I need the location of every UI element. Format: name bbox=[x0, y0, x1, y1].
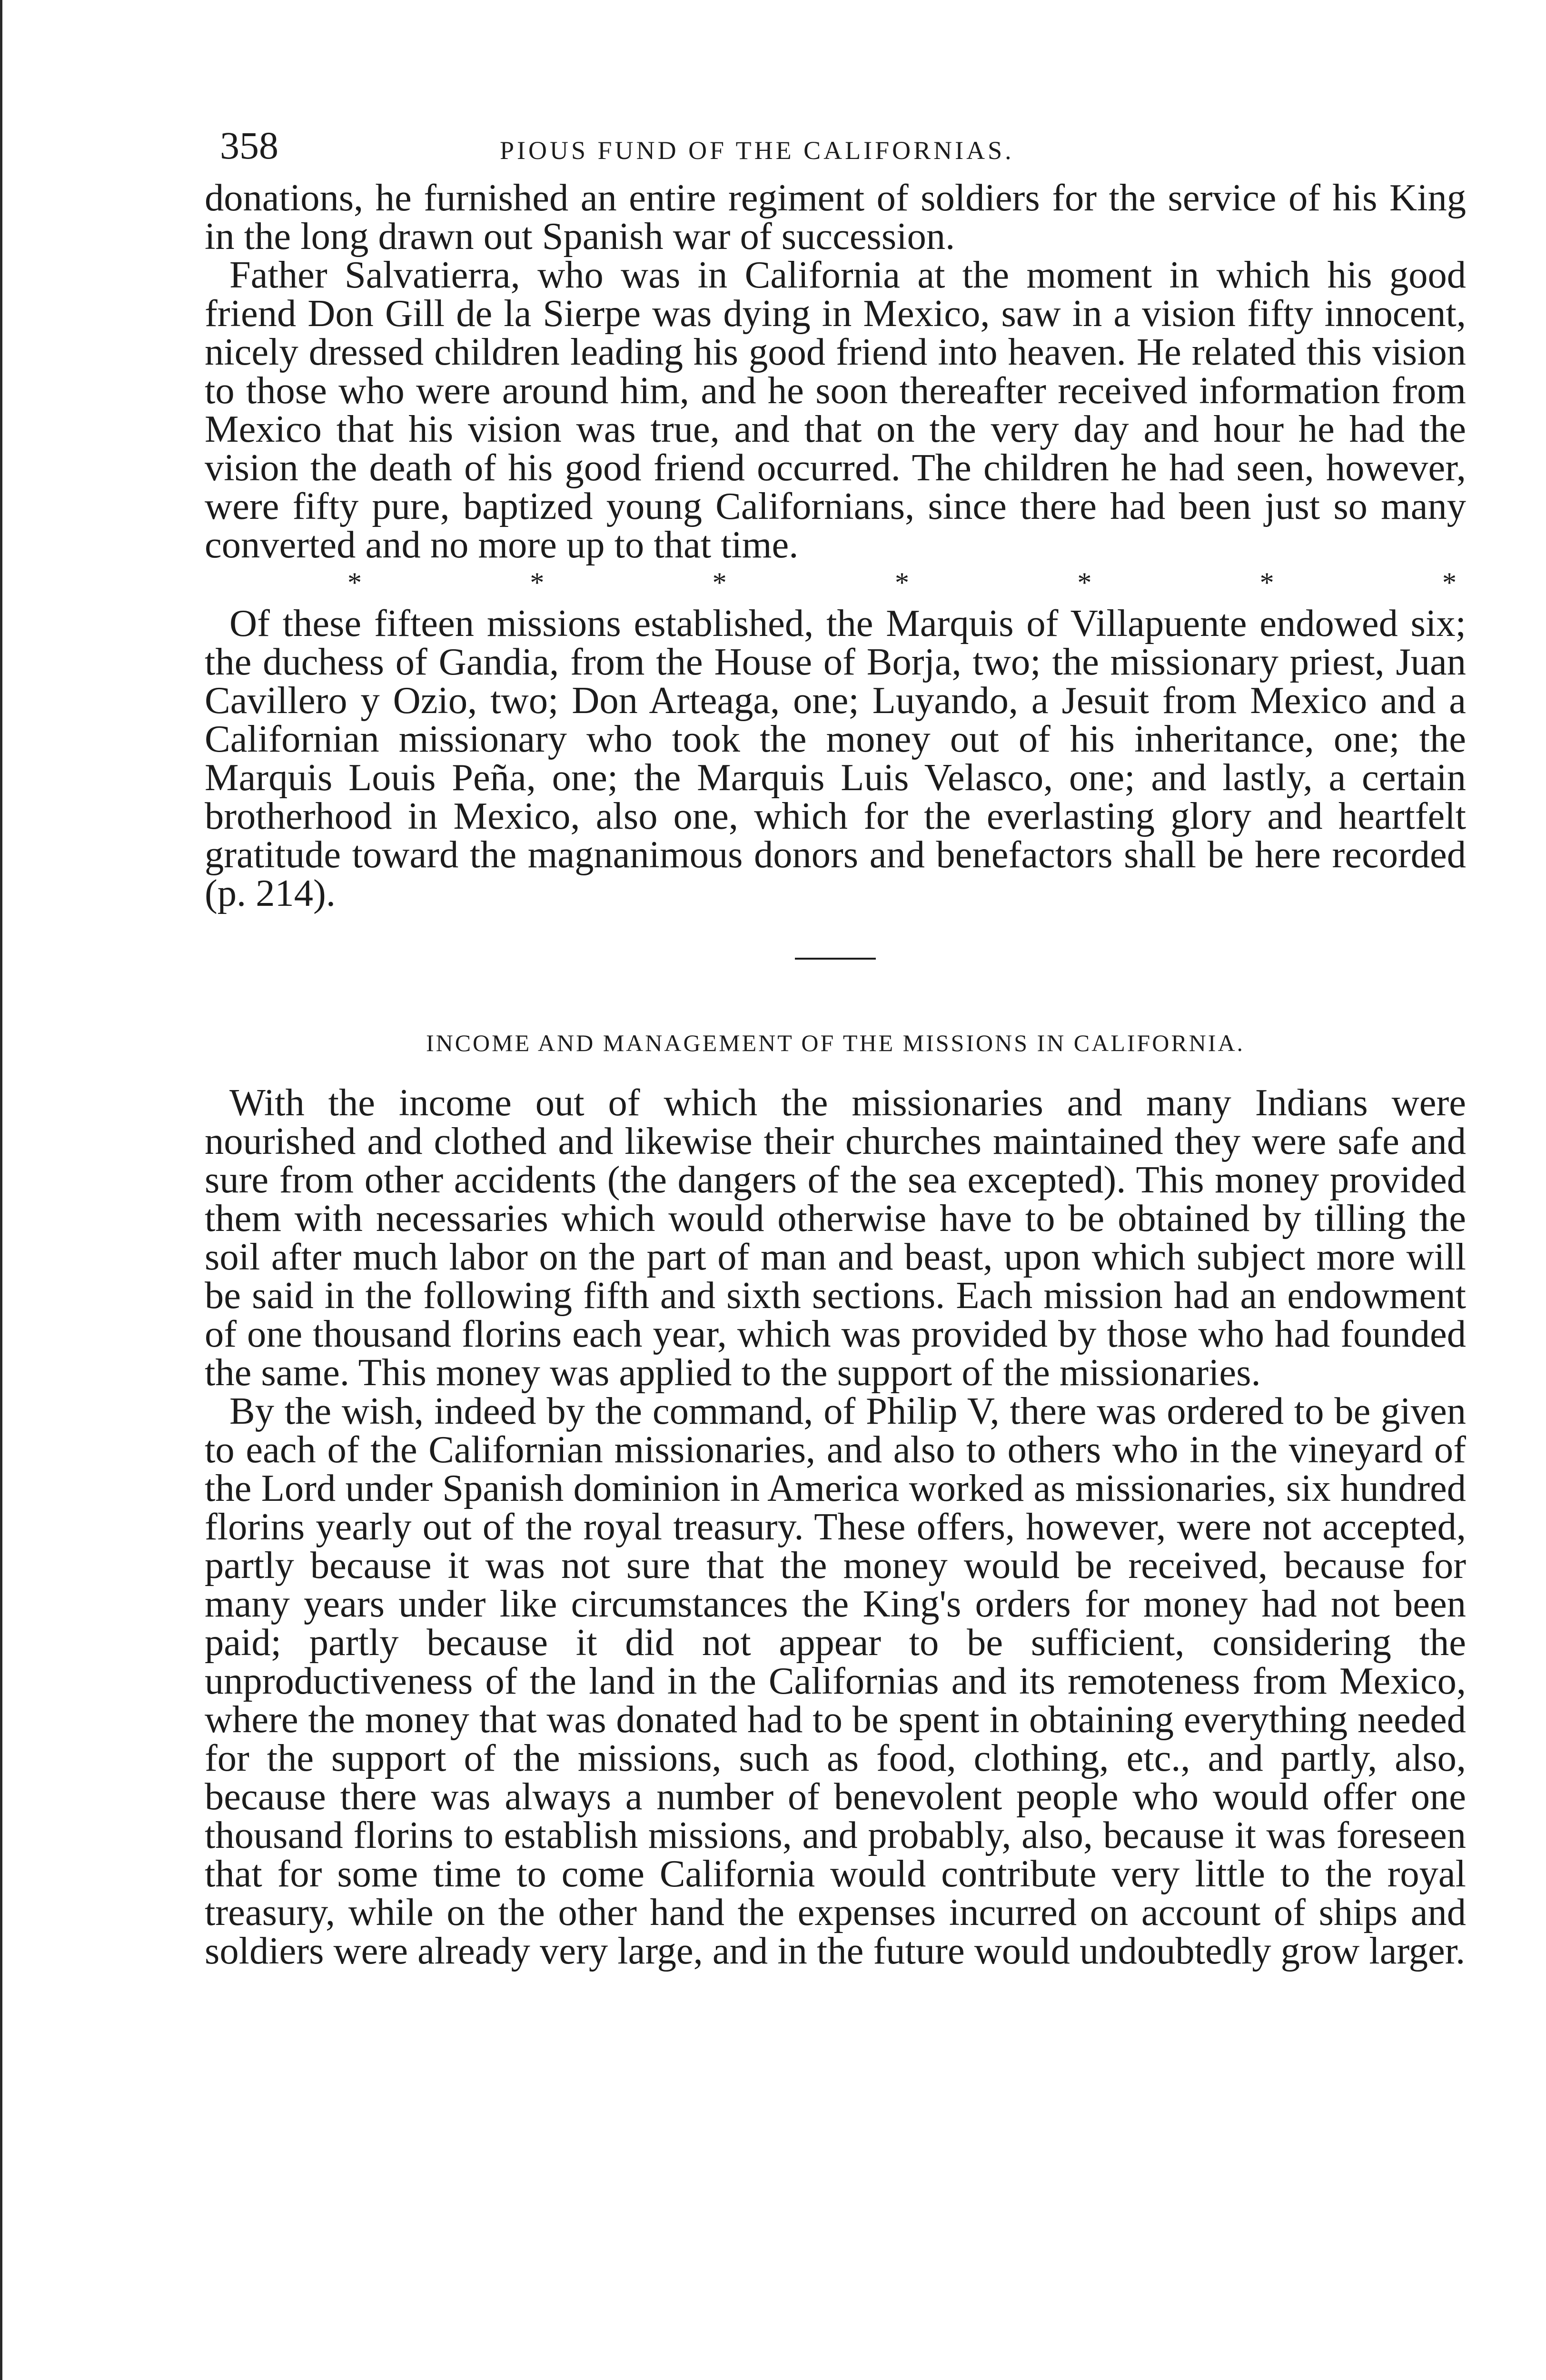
running-title: PIOUS FUND OF THE CALIFORNIAS. bbox=[500, 136, 1014, 165]
paragraph-income: With the income out of which the missionaries and many Indians were nourished and clothed and likewise their churches maintained they were safe and sure from other accidents (the dangers of the sea excepted). This money provided them with necessaries which would otherwise have to be obtained by tilling the soil after much labor on the part of man and beast, upon which subject more will be said in the following fifth and sixth sections. Each mission had an endowment of one thousand florins each year, which was provided by those who had founded the same. This money was applied to the support of the missionaries. bbox=[205, 1081, 1466, 1394]
section-heading: INCOME AND MANAGEMENT OF THE MISSIONS IN CALIFORNIA. bbox=[426, 1030, 1245, 1056]
section-divider bbox=[795, 958, 876, 960]
asterisk: * bbox=[1077, 567, 1092, 598]
asterisk: * bbox=[1442, 567, 1457, 598]
paragraph-fifteen-missions: Of these fifteen missions established, the Marquis of Villapuente endowed six; the duchess of Gandia, from the House of Borja, two; the missionary priest, Juan Cavillero y Ozio, two; Don Arteaga, one; Luyando, a Jesuit from Mexico and a Californian missionary who took the money out of his inheritance, one; the Marquis Louis Peña, one; the Marquis Luis Velasco, one; and lastly, a certain brotherhood in Mexico, also one, which for the everlasting glory and heartfelt gratitude toward the magnanimous donors and benefactors shall be here recorded (p. 214). bbox=[205, 602, 1466, 914]
page-edge bbox=[0, 0, 2, 2380]
paragraph-salvatierra: Father Salvatierra, who was in California at the moment in which his good friend Don Gill de la Sierpe was dying in Mexico, saw in a vision fifty innocent, nicely dressed children leading his good friend into heaven. He related this vision to those who were around him, and he soon thereafter received information from Mexico that his vision was true, and that on the very day and hour he had the vision the death of his good friend occurred. The children he had seen, however, were fifty pure, baptized young Californians, since there had been just so many converted and no more up to that time. bbox=[205, 254, 1466, 566]
paragraph-philip-v: By the wish, indeed by the command, of Philip V, there was ordered to be given to each of the Californian missionaries, and also to others who in the vineyard of the Lord under Spanish dominion in America worked as missionaries, six hundred florins yearly out of the royal treasury. These offers, however, were not accepted, partly because it was not sure that the money would be received, because for many years under like circumstances the King's orders for money had not been paid; partly because it did not appear to be sufficient, considering the unproductiveness of the land in the Californias and its remoteness from Mexico, where the money that was donated had to be spent in obtaining everything needed for the support of the missions, such as food, clothing, etc., and partly, also, because there was always a number of benevolent people who would offer one thousand florins to establish missions, and probably, also, because it was foreseen that for some time to come California would contribute very little to the royal treasury, while on the other hand the expenses incurred on account of ships and soldiers were already very large, and in the future would undoubtedly grow larger. bbox=[205, 1390, 1466, 1972]
asterisk: * bbox=[712, 567, 727, 598]
running-head bbox=[205, 126, 1466, 178]
asterisk: * bbox=[530, 567, 545, 598]
asterisk: * bbox=[1259, 567, 1274, 598]
page-number: 358 bbox=[220, 124, 278, 167]
book-page bbox=[205, 126, 1466, 1970]
paragraph-continuation: donations, he furnished an entire regiment of soldiers for the service of his King in the long drawn out Spanish war of succession. bbox=[205, 177, 1466, 258]
asterisk: * bbox=[894, 567, 909, 598]
asterisk: * bbox=[347, 567, 362, 598]
ellipsis-asterisks bbox=[205, 566, 1466, 604]
